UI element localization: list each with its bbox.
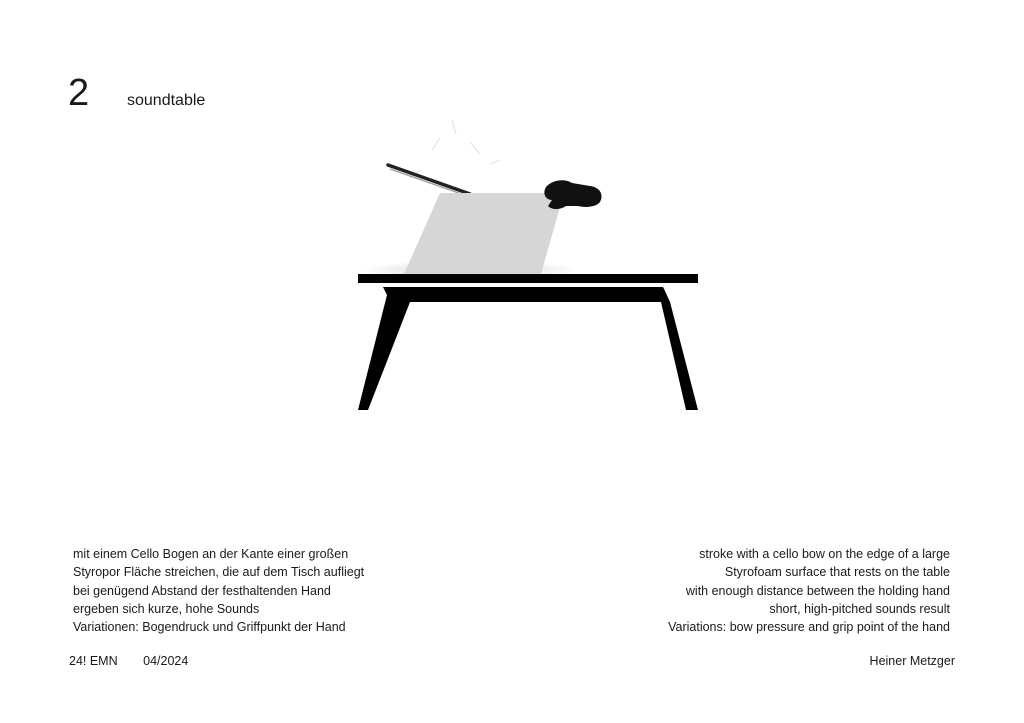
description-line: short, high-pitched sounds result bbox=[769, 601, 950, 616]
hand-icon bbox=[544, 180, 601, 209]
soundtable-illustration bbox=[320, 120, 720, 420]
description-line: Variationen: Bogendruck und Griffpunkt der Hand bbox=[73, 620, 346, 635]
table-frame bbox=[386, 288, 686, 410]
table-legs bbox=[358, 287, 698, 410]
description-line: ergeben sich kurze, hohe Sounds bbox=[73, 601, 260, 616]
series-label: 24! EMN bbox=[69, 654, 118, 668]
description-line: mit einem Cello Bogen an der Kante einer großen bbox=[73, 547, 349, 561]
description-german bbox=[73, 545, 364, 636]
description-line: Styropor Fläche streichen, die auf dem Tisch aufliegt bbox=[73, 565, 365, 580]
styrofoam-sheet bbox=[404, 193, 564, 274]
footer-left bbox=[69, 655, 188, 668]
section-title: soundtable bbox=[127, 92, 206, 109]
description-english bbox=[668, 545, 950, 636]
date-label: 04/2024 bbox=[143, 654, 189, 668]
description-line: with enough distance between the holding hand bbox=[685, 583, 950, 598]
description-line: stroke with a cello bow on the edge of a large bbox=[699, 547, 950, 561]
author-name: Heiner Metzger bbox=[869, 654, 955, 668]
table-top bbox=[358, 274, 698, 283]
vibration-marks bbox=[410, 120, 500, 178]
section-number: 2 bbox=[68, 72, 90, 114]
description-line: Styrofoam surface that rests on the table bbox=[724, 565, 950, 580]
cello-bow bbox=[388, 165, 470, 197]
description-line: Variations: bow pressure and grip point of the hand bbox=[668, 620, 950, 635]
description-line: bei genügend Abstand der festhaltenden Hand bbox=[73, 583, 331, 598]
